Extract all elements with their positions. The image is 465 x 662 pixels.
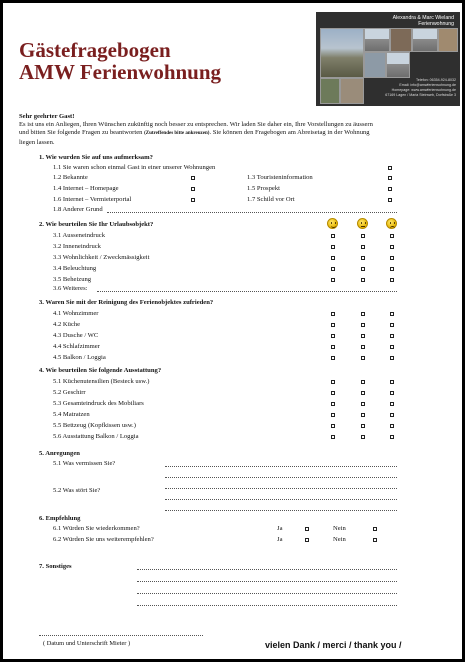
q6-no-label-2: Nein bbox=[333, 536, 346, 543]
intro-line3: liegen lassen. bbox=[19, 138, 55, 146]
q2-rating-1-good[interactable] bbox=[331, 234, 335, 238]
photo-building bbox=[386, 52, 410, 78]
q3-rating-1-bad[interactable] bbox=[390, 312, 394, 316]
q3-rating-3-mid[interactable] bbox=[361, 334, 365, 338]
intro-line2-a: und bitten Sie folgende Fragen zu beantworten bbox=[19, 129, 143, 137]
q3-rating-1-good[interactable] bbox=[331, 312, 335, 316]
q2-rating-4-mid[interactable] bbox=[361, 267, 365, 271]
banner-homepage: Homepage: www.amwferienwohnung.de bbox=[391, 88, 456, 92]
intro-line2 bbox=[19, 129, 451, 138]
neutral-smiley-icon bbox=[357, 218, 368, 229]
q6-yes-label-1: Ja bbox=[277, 525, 283, 532]
q4-rating-6-good[interactable] bbox=[331, 435, 335, 439]
q3-heading: 3. Waren Sie mit der Reinigung des Ferienobjektes zufrieden? bbox=[39, 299, 214, 306]
q1-item-3: 1.3 Touristeninformation bbox=[247, 174, 313, 181]
intro-line2-small: (Zutreffendes bitte ankreuzen) bbox=[144, 131, 210, 137]
q1-checkbox-3[interactable] bbox=[388, 176, 392, 180]
intro-line2-b: . Sie können den Fragebogen am Abreisetag in der Wohnung bbox=[209, 129, 370, 137]
q4-rating-2-good[interactable] bbox=[331, 391, 335, 395]
q2-rating-1-bad[interactable] bbox=[390, 234, 394, 238]
q1-item-5: 1.5 Prospekt bbox=[247, 185, 280, 192]
q4-rating-2-mid[interactable] bbox=[361, 391, 365, 395]
photo-kitchen bbox=[340, 78, 364, 104]
q7-answer-line-3[interactable] bbox=[137, 593, 397, 594]
banner-contact bbox=[376, 78, 456, 98]
q2-rating-2-good[interactable] bbox=[331, 245, 335, 249]
q6-yes-label-2: Ja bbox=[277, 536, 283, 543]
q2-item-3: 3.3 Wohnlichkeit / Zweckmässigkeit bbox=[53, 254, 150, 261]
q1-item-4: 1.4 Internet – Homepage bbox=[53, 185, 119, 192]
q3-rating-2-mid[interactable] bbox=[361, 323, 365, 327]
page-subtitle: AMW Ferienwohnung bbox=[19, 60, 222, 84]
q3-rating-3-bad[interactable] bbox=[390, 334, 394, 338]
q5-answer-line-3[interactable] bbox=[165, 488, 397, 489]
q4-rating-5-bad[interactable] bbox=[390, 424, 394, 428]
q6-item-2: 6.2 Würden Sie uns weiterempfehlen? bbox=[53, 536, 154, 543]
q2-rating-5-bad[interactable] bbox=[390, 278, 394, 282]
q6-no-checkbox-2[interactable] bbox=[373, 538, 377, 542]
q1-checkbox-6[interactable] bbox=[191, 198, 195, 202]
questionnaire-page bbox=[3, 3, 462, 659]
q3-rating-5-bad[interactable] bbox=[390, 356, 394, 360]
header-photo-banner bbox=[316, 12, 460, 106]
photo-window bbox=[364, 52, 386, 78]
q4-heading: 4. Wie beurteilen Sie folgende Ausstattung? bbox=[39, 367, 162, 374]
q4-rating-4-mid[interactable] bbox=[361, 413, 365, 417]
q2-other-line[interactable] bbox=[97, 291, 397, 292]
q2-rating-1-mid[interactable] bbox=[361, 234, 365, 238]
q6-heading: 6. Empfehlung bbox=[39, 515, 81, 522]
q6-no-checkbox-1[interactable] bbox=[373, 527, 377, 531]
q5-answer-line-4[interactable] bbox=[165, 499, 397, 500]
q4-rating-3-mid[interactable] bbox=[361, 402, 365, 406]
sad-smiley-icon bbox=[386, 218, 397, 229]
q7-answer-line-2[interactable] bbox=[137, 581, 397, 582]
q1-item-1: 1.1 Sie waren schon einmal Gast in einer unserer Wohnungen bbox=[53, 164, 216, 171]
q6-yes-checkbox-1[interactable] bbox=[305, 527, 309, 531]
q3-rating-4-bad[interactable] bbox=[390, 345, 394, 349]
q2-item-2: 3.2 Inneneindruck bbox=[53, 243, 101, 250]
q5-answer-line-2[interactable] bbox=[165, 477, 397, 478]
q4-rating-4-good[interactable] bbox=[331, 413, 335, 417]
q1-item-8: 1.8 Anderer Grund bbox=[53, 206, 103, 213]
q3-item-4: 4.4 Schlafzimmer bbox=[53, 343, 100, 350]
q1-checkbox-2[interactable] bbox=[191, 176, 195, 180]
page-title: Gästefragebogen bbox=[19, 38, 171, 62]
q5-item-1: 5.1 Was vermissen Sie? bbox=[53, 460, 116, 467]
q3-item-2: 4.2 Küche bbox=[53, 321, 81, 328]
q2-rating-5-mid[interactable] bbox=[361, 278, 365, 282]
q4-rating-1-mid[interactable] bbox=[361, 380, 365, 384]
q4-rating-2-bad[interactable] bbox=[390, 391, 394, 395]
q5-item-2: 5.2 Was stört Sie? bbox=[53, 487, 101, 494]
q3-item-3: 4.3 Dusche / WC bbox=[53, 332, 99, 339]
photo-house-2 bbox=[412, 28, 438, 52]
q6-no-label-1: Nein bbox=[333, 525, 346, 532]
banner-email: Email: info@amwferienwohnung.de bbox=[399, 83, 456, 87]
q1-checkbox-1[interactable] bbox=[388, 166, 392, 170]
q4-rating-4-bad[interactable] bbox=[390, 413, 394, 417]
banner-name bbox=[322, 15, 454, 27]
q1-other-line[interactable] bbox=[107, 212, 397, 213]
photo-house bbox=[364, 28, 390, 52]
q4-rating-1-bad[interactable] bbox=[390, 380, 394, 384]
q3-rating-4-mid[interactable] bbox=[361, 345, 365, 349]
intro-text bbox=[19, 113, 451, 147]
q2-rating-2-bad[interactable] bbox=[390, 245, 394, 249]
q3-rating-5-mid[interactable] bbox=[361, 356, 365, 360]
q3-rating-1-mid[interactable] bbox=[361, 312, 365, 316]
q2-item-1: 3.1 Ausseneindruck bbox=[53, 232, 106, 239]
q3-rating-2-bad[interactable] bbox=[390, 323, 394, 327]
q7-heading: 7. Sonstiges bbox=[39, 563, 72, 570]
q1-item-7: 1.7 Schild vor Ort bbox=[247, 196, 295, 203]
q3-rating-3-good[interactable] bbox=[331, 334, 335, 338]
thanks-text: vielen Dank / merci / thank you / bbox=[265, 640, 402, 650]
q2-rating-3-good[interactable] bbox=[331, 256, 335, 260]
banner-name-line1: Alexandra & Marc Wieland bbox=[392, 15, 454, 21]
banner-address: 67169 Lagen / Maria Steinweb, Dorfstraße 3 bbox=[385, 93, 456, 97]
q2-rating-4-bad[interactable] bbox=[390, 267, 394, 271]
q3-item-1: 4.1 Wohnzimmer bbox=[53, 310, 99, 317]
q2-item-4: 3.4 Beleuchtung bbox=[53, 265, 97, 272]
q2-rating-3-mid[interactable] bbox=[361, 256, 365, 260]
q5-answer-line-5[interactable] bbox=[165, 510, 397, 511]
q1-checkbox-4[interactable] bbox=[191, 187, 195, 191]
photo-room bbox=[438, 28, 458, 52]
q4-rating-6-bad[interactable] bbox=[390, 435, 394, 439]
q2-heading: 2. Wie beurteilen Sie Ihr Urlaubsobjekt? bbox=[39, 221, 154, 228]
q3-rating-4-good[interactable] bbox=[331, 345, 335, 349]
photo-garden bbox=[320, 78, 340, 104]
q2-rating-4-good[interactable] bbox=[331, 267, 335, 271]
q1-checkbox-5[interactable] bbox=[388, 187, 392, 191]
salutation: Sehr geehrter Gast! bbox=[19, 113, 75, 120]
q4-rating-3-bad[interactable] bbox=[390, 402, 394, 406]
q6-item-1: 6.1 Würden Sie wiederkommen? bbox=[53, 525, 140, 532]
q4-rating-5-mid[interactable] bbox=[361, 424, 365, 428]
happy-smiley-icon bbox=[327, 218, 338, 229]
intro-line1: Es ist uns ein Anliegen, Ihren Wünschen zukünftig noch besser zu entsprechen. Wir laden Sie daher ein, Ihre Vorstellungen zu äussern bbox=[19, 121, 373, 129]
q3-item-5: 4.5 Balkon / Loggia bbox=[53, 354, 106, 361]
q7-answer-line-1[interactable] bbox=[137, 569, 397, 570]
q5-heading: 5. Anregungen bbox=[39, 450, 80, 457]
q4-rating-6-mid[interactable] bbox=[361, 435, 365, 439]
banner-phone: Telefon: 06354-924-8032 bbox=[416, 78, 456, 82]
banner-name-line2: Ferienwohnung bbox=[418, 21, 454, 27]
q3-rating-5-good[interactable] bbox=[331, 356, 335, 360]
signature-line[interactable] bbox=[39, 635, 203, 636]
q5-answer-line-1[interactable] bbox=[165, 466, 397, 467]
q4-item-5: 5.5 Bettzeug (Kopfkissen usw.) bbox=[53, 422, 136, 429]
q1-heading: 1. Wie wurden Sie auf uns aufmerksam? bbox=[39, 154, 153, 161]
q3-rating-2-good[interactable] bbox=[331, 323, 335, 327]
q4-item-2: 5.2 Geschirr bbox=[53, 389, 86, 396]
q4-item-3: 5.3 Gesamteindruck des Mobiliars bbox=[53, 400, 144, 407]
q1-checkbox-7[interactable] bbox=[388, 198, 392, 202]
q1-item-2: 1.2 Bekannte bbox=[53, 174, 88, 181]
q2-rating-2-mid[interactable] bbox=[361, 245, 365, 249]
q4-item-1: 5.1 Küchenutensilien (Besteck usw.) bbox=[53, 378, 150, 385]
q4-rating-3-good[interactable] bbox=[331, 402, 335, 406]
q4-item-4: 5.4 Matratzen bbox=[53, 411, 90, 418]
q2-item-5: 3.5 Beheizung bbox=[53, 276, 92, 283]
q4-item-6: 5.6 Ausstattung Balkon / Loggia bbox=[53, 433, 139, 440]
q7-answer-line-4[interactable] bbox=[137, 605, 397, 606]
q4-rating-5-good[interactable] bbox=[331, 424, 335, 428]
photo-interior bbox=[390, 28, 412, 52]
photo-landscape bbox=[320, 28, 364, 78]
q6-yes-checkbox-2[interactable] bbox=[305, 538, 309, 542]
q1-item-6: 1.6 Internet – Vermieterportal bbox=[53, 196, 132, 203]
signature-label: ( Datum und Unterschrift Mieter ) bbox=[43, 640, 131, 647]
q2-item-6: 3.6 Weiteres: bbox=[53, 285, 88, 292]
q4-rating-1-good[interactable] bbox=[331, 380, 335, 384]
q2-rating-3-bad[interactable] bbox=[390, 256, 394, 260]
q2-rating-5-good[interactable] bbox=[331, 278, 335, 282]
